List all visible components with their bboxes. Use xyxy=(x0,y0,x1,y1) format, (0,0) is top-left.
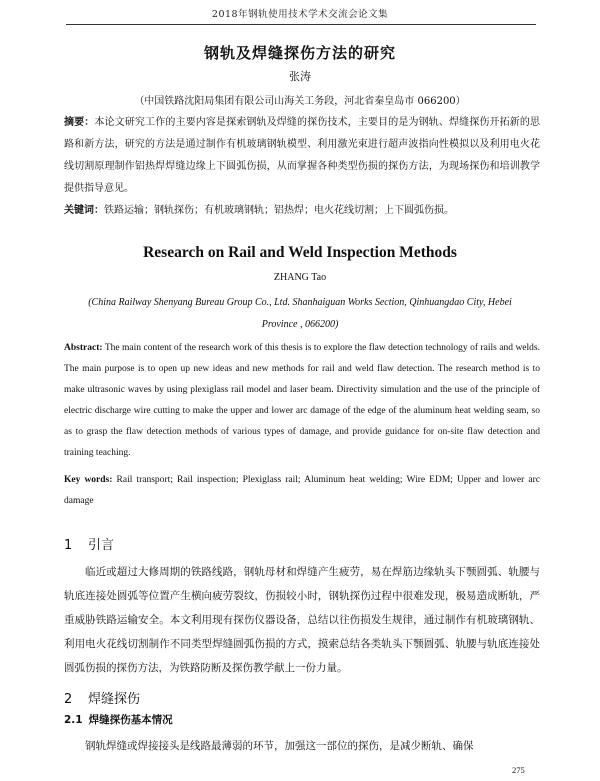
section-1-body: 临近或超过大修周期的铁路线路，钢轨母材和焊缝产生疲劳，易在焊筋边缘轨头下颚圆弧、轨腰与轨底连接处圆弧等位置产生横向疲劳裂纹，伤损较小时，钢轨探伤过程中很难发现，极易造成断轨，严重威胁铁路运输安全。本文利用现有探伤仪器设备，总结以往伤损发生规律，通过制作有机玻璃钢轨、利用电火花线切割制作不同类型焊缝圆弧伤损的方式，摸索总结各类轨头下颚圆弧、轨腰与轨底连接处圆弧伤损的探伤方法，为铁路防断及探伤教学献上一份力量。 xyxy=(64,566,540,674)
english-keywords xyxy=(64,470,540,512)
english-abstract xyxy=(64,338,540,464)
english-keywords-label: Key words: xyxy=(64,475,113,485)
english-title: Research on Rail and Weld Inspection Methods xyxy=(143,244,457,261)
chinese-abstract xyxy=(64,112,540,200)
chinese-affiliation: （中国铁路沈阳局集团有限公司山海关工务段，河北省秦皇岛市 066200） xyxy=(134,96,466,107)
chinese-abstract-text: 本论文研究工作的主要内容是探索钢轨及焊缝的探伤技术，主要目的是为钢轨、焊缝探伤开拓新的思路和新方法，研究的方法是通过制作有机玻璃钢轨模型、利用激光束进行超声波指向性模拟以及利用电火花线切割原理制作铝热焊焊缝边缘上下圆弧伤损，从而掌握各种类型伤损的探伤方法，为现场探伤和培训教学提供指导意见。 xyxy=(64,117,541,194)
chinese-title: 钢轨及焊缝探伤方法的研究 xyxy=(203,44,396,62)
section-2-title: 焊缝探伤 xyxy=(88,692,141,707)
section-2-number: 2 xyxy=(64,692,73,707)
section-1-number: 1 xyxy=(64,538,73,553)
section-2-heading xyxy=(64,688,140,707)
page-number: 275 xyxy=(512,765,525,775)
chinese-author: 张涛 xyxy=(289,70,311,83)
running-header: 2018年钢轨使用技术学术交流会论文集 xyxy=(211,9,389,20)
subsection-2-1-title: 焊缝探伤基本情况 xyxy=(88,714,173,726)
section-2-body: 钢轨焊缝或焊接接头是线路最薄弱的环节，加强这一部位的探伤，是减少断轨、确保 xyxy=(85,740,474,752)
english-author: ZHANG Tao xyxy=(273,272,327,283)
english-abstract-label: Abstract: xyxy=(64,343,103,353)
chinese-keywords xyxy=(64,200,540,222)
chinese-keywords-text: 铁路运输；钢轨探伤；有机玻璃钢轨；铝热焊；电火花线切割；上下圆弧伤损。 xyxy=(104,205,454,216)
header-divider xyxy=(66,24,536,25)
english-affiliation: (China Railway Shenyang Bureau Group Co., Ltd. Shanhaiguan Works Section, Qinhuangdao City, Hebei Province , 066200) xyxy=(88,297,512,330)
subsection-2-1-heading xyxy=(64,712,173,727)
chinese-keywords-label: 关键词： xyxy=(64,205,104,216)
subsection-2-1-number: 2.1 xyxy=(64,714,83,726)
chinese-abstract-label: 摘要： xyxy=(64,117,95,128)
english-keywords-text: Rail transport; Rail inspection; Plexiglass rail; Aluminum heat welding; Wire EDM; Upper and lower arc damage xyxy=(64,475,540,506)
section-1-heading xyxy=(64,534,114,553)
section-1-title: 引言 xyxy=(88,538,115,553)
english-abstract-text: The main content of the research work of this thesis is to explore the flaw detection technology of rails and welds. The main purpose is to open up new ideas and new methods for rail and weld flaw detection. The research method is to make ultrasonic waves by using plexiglass rail model and laser beam. Directivity simulation and the use of the principle of electric discharge wire cutting to make the upper and lower arc damage of the edge of the aluminum heat welding seam, so as to grasp the flaw detection methods of various types of damage, and provide guidance for on-site flaw detection and training teaching. xyxy=(64,343,540,458)
